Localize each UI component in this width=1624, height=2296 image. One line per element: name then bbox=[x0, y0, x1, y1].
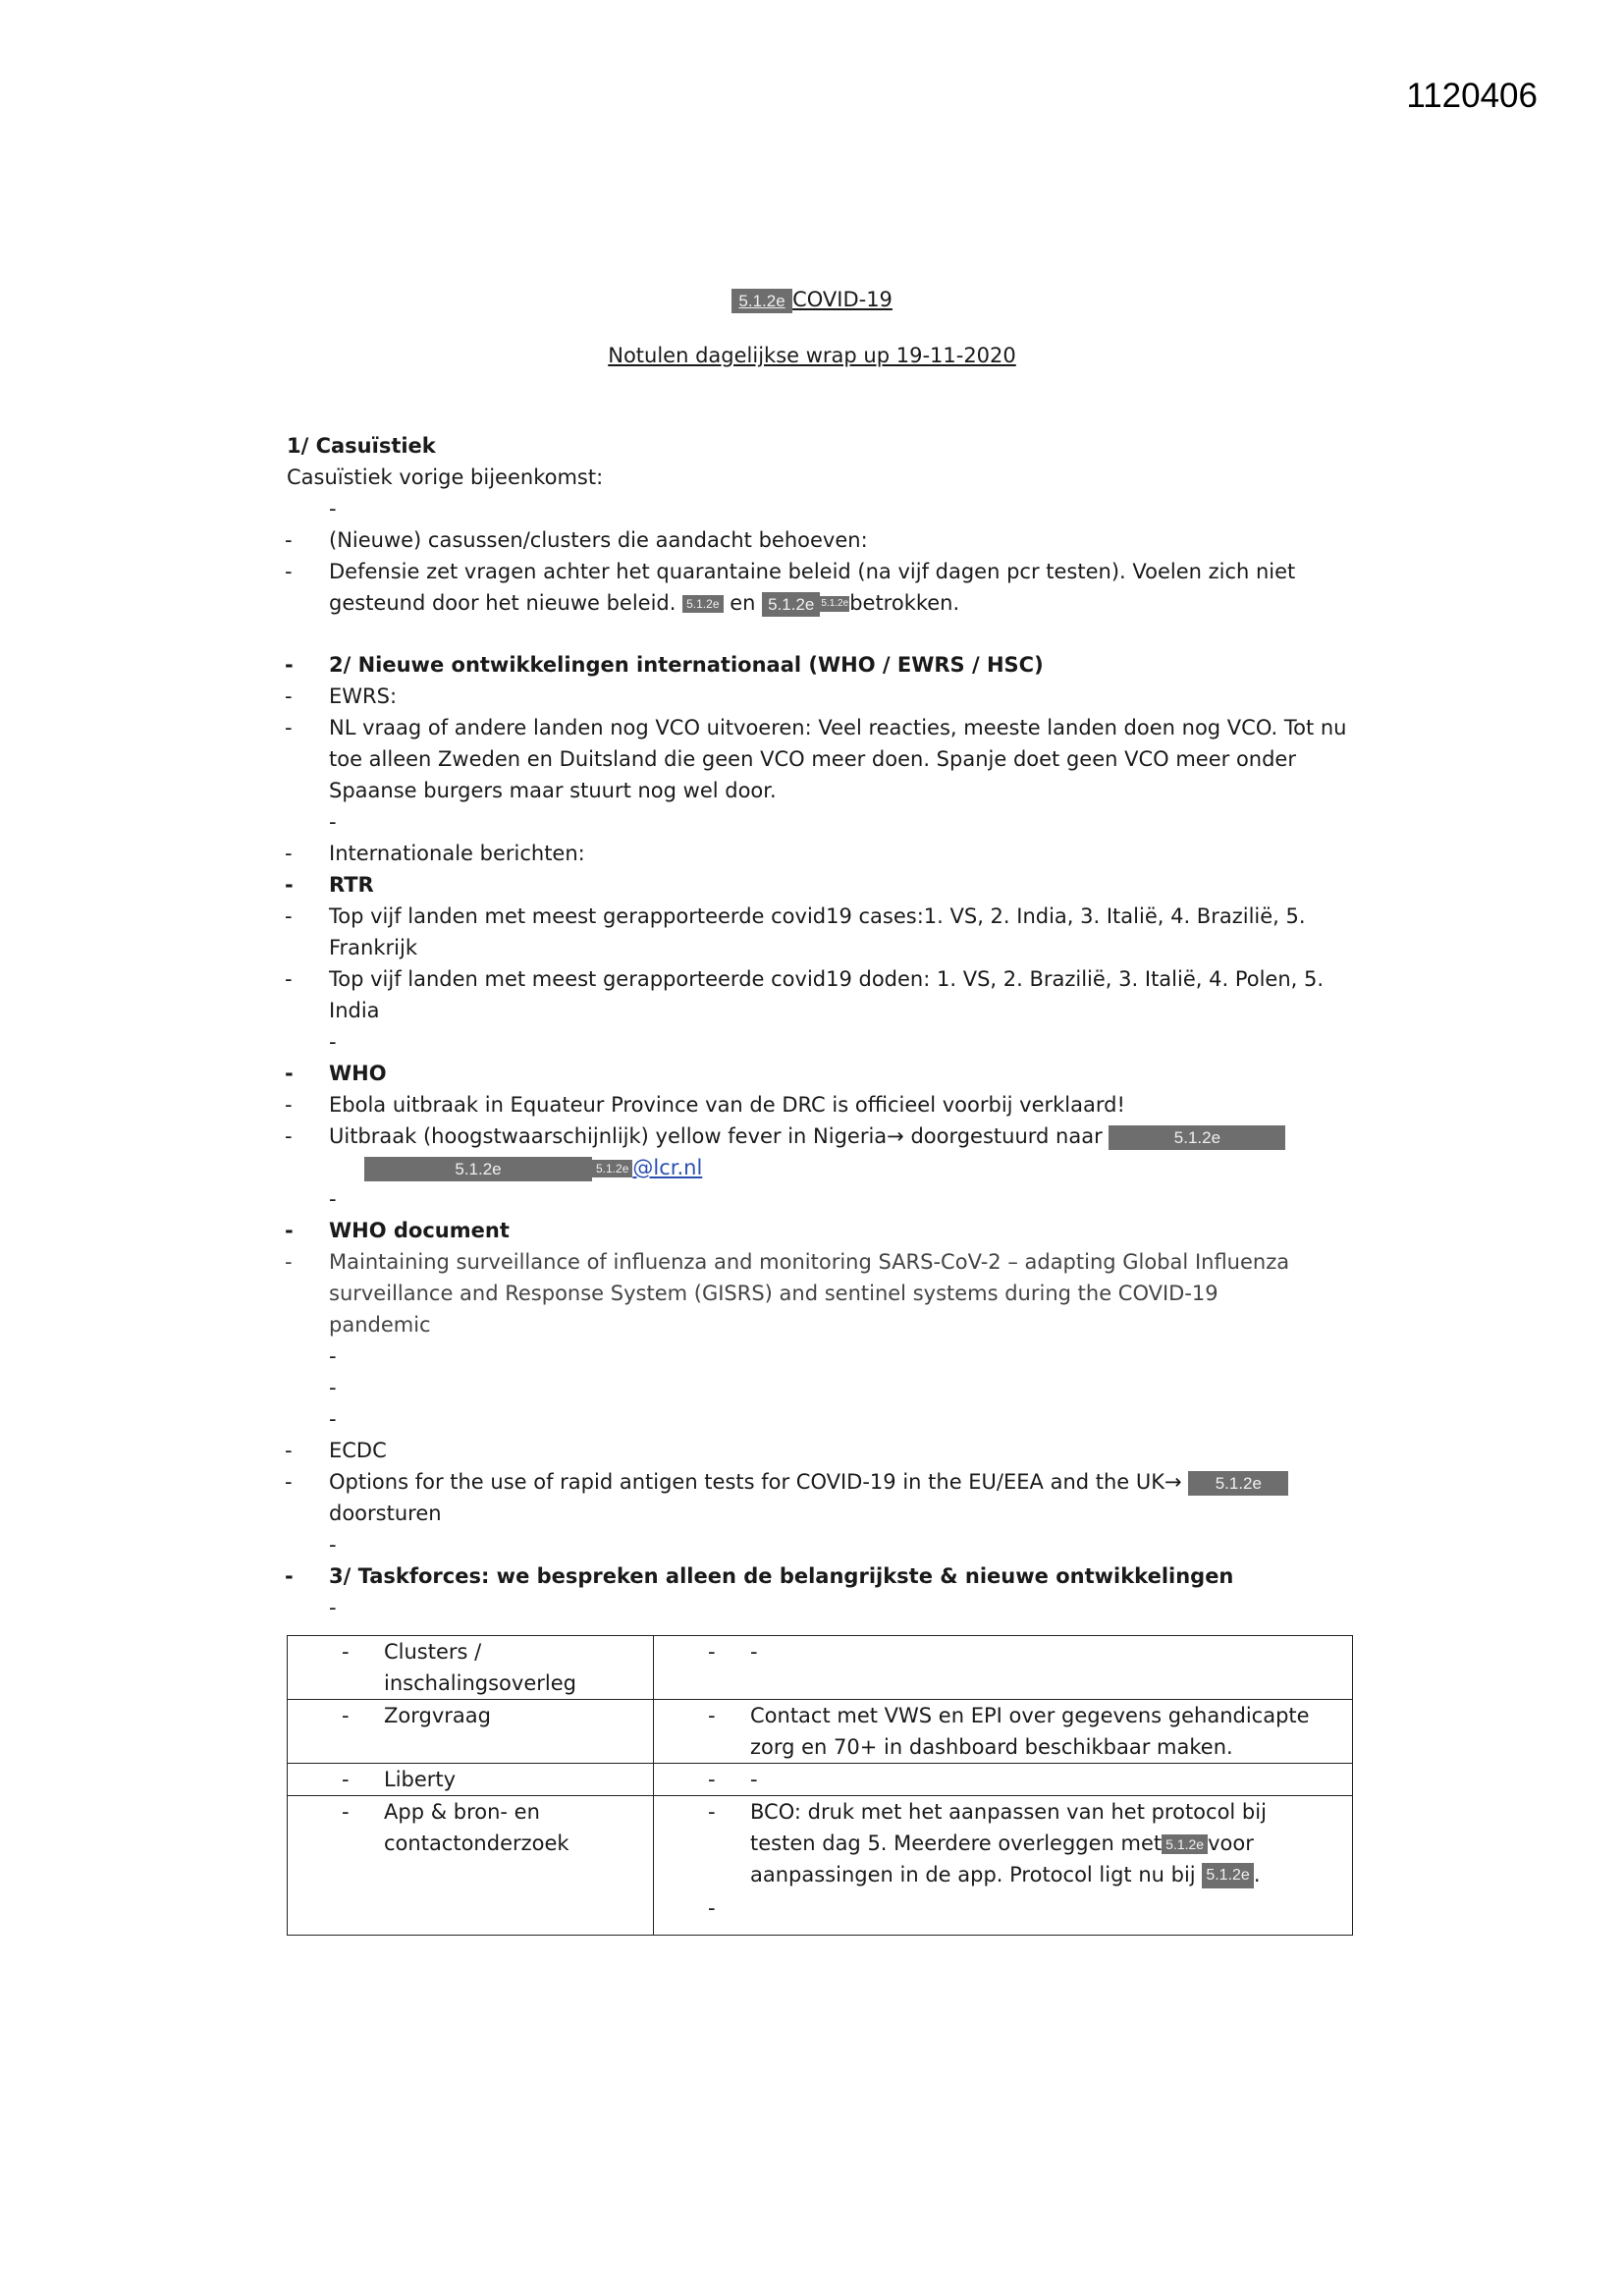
list-item-ecdc-label bbox=[285, 1435, 898, 1466]
table-cell bbox=[654, 1700, 1353, 1764]
bullet-dash: - bbox=[329, 1030, 337, 1054]
table-cell bbox=[288, 1700, 654, 1764]
redaction-box: 5.1.2e bbox=[1188, 1471, 1288, 1496]
bullet-dash: - bbox=[329, 497, 337, 520]
table-cell bbox=[288, 1764, 654, 1796]
redaction-box: 5.1.2e bbox=[1162, 1834, 1208, 1854]
table-row bbox=[288, 1636, 1353, 1700]
bullet-dash: - bbox=[329, 1187, 337, 1211]
list-item-clusters bbox=[285, 524, 898, 556]
bullet-dash: - bbox=[708, 1800, 716, 1824]
document-number: 1120406 bbox=[1406, 77, 1538, 115]
list-item-intl bbox=[285, 838, 898, 869]
redaction-box: 5.1.2e bbox=[1202, 1863, 1253, 1888]
bullet-dash: - bbox=[329, 1407, 337, 1431]
list-item-who-doc-text bbox=[285, 1246, 1311, 1340]
bullet-dash: - bbox=[285, 560, 293, 583]
list-item-ewrs-text bbox=[285, 712, 1350, 806]
list-item-text: WHO document bbox=[329, 1219, 510, 1242]
redaction-box: 5.1.2e bbox=[592, 1160, 632, 1177]
list-item-text: EWRS: bbox=[329, 684, 398, 708]
bullet-dash: - bbox=[342, 1704, 350, 1727]
list-item-text: Maintaining surveillance of influenza and monitoring SARS-CoV-2 – adapting Global Influenza surveillance and Response System (GISRS) and sentinel systems during the COVID-19 pandemic bbox=[329, 1250, 1290, 1337]
list-item-rtr-deaths bbox=[285, 963, 1350, 1026]
bullet-dash: - bbox=[750, 1768, 758, 1791]
redaction-box: 5.1.2e bbox=[364, 1157, 592, 1181]
bullet-dash: - bbox=[285, 1062, 294, 1085]
list-item-text: Ebola uitbraak in Equateur Province van de DRC is officieel voorbij verklaard! bbox=[329, 1093, 1125, 1117]
bullet-dash: - bbox=[342, 1800, 350, 1824]
list-item-text: WHO bbox=[329, 1062, 387, 1085]
list-item-text: Internationale berichten: bbox=[329, 842, 585, 865]
list-item-text: RTR bbox=[329, 873, 374, 897]
taskforce-text: . bbox=[1253, 1863, 1261, 1886]
section1-heading: 1/ Casuïstiek bbox=[287, 434, 436, 458]
list-item-text: NL vraag of andere landen nog VCO uitvoeren: Veel reacties, meeste landen doen nog VCO. Tot nu toe alleen Zweden en Duitsland die geen VCO meer doen. Spanje doet geen VCO meer onder Spaanse burgers maar stuurt nog wel door. bbox=[329, 716, 1347, 802]
table-cell bbox=[654, 1636, 1353, 1700]
bullet-dash: - bbox=[329, 810, 337, 834]
bullet-dash: - bbox=[285, 528, 293, 552]
email-line bbox=[364, 1154, 702, 1181]
document-title bbox=[0, 288, 1624, 313]
taskforce-name: Clusters / inschalingsoverleg bbox=[384, 1640, 576, 1695]
list-item-who-label bbox=[285, 1058, 898, 1089]
bullet-dash: - bbox=[285, 684, 293, 708]
taskforce-name: Zorgvraag bbox=[384, 1704, 491, 1727]
list-item-who-ebola bbox=[285, 1089, 1350, 1121]
bullet-dash: - bbox=[285, 1124, 293, 1148]
table-cell bbox=[288, 1796, 654, 1936]
bullet-dash: - bbox=[285, 967, 293, 991]
bullet-dash: - bbox=[285, 1564, 294, 1588]
list-item-text: Top vijf landen met meest gerapporteerde covid19 cases:1. VS, 2. India, 3. Italië, 4. Brazilië, 5. Frankrijk bbox=[329, 904, 1306, 959]
table-row bbox=[288, 1796, 1353, 1936]
list-item-who-doc-label bbox=[285, 1215, 898, 1246]
bullet-dash: - bbox=[342, 1640, 350, 1664]
bullet-dash: - bbox=[285, 1219, 294, 1242]
table-row bbox=[288, 1700, 1353, 1764]
list-item-who-yellow-fever bbox=[285, 1121, 1370, 1152]
bullet-dash: - bbox=[329, 1533, 337, 1557]
document-subtitle bbox=[0, 344, 1624, 367]
taskforce-text: Contact met VWS en EPI over gegevens gehandicapte zorg en 70+ in dashboard beschikbaar maken. bbox=[750, 1704, 1310, 1759]
list-item-rtr-cases bbox=[285, 901, 1350, 963]
taskforce-text: voor aanpassingen in de app. Protocol ligt nu bij bbox=[750, 1831, 1254, 1886]
list-item-text: Uitbraak (hoogstwaarschijnlijk) yellow fever in Nigeria→ doorgestuurd naar bbox=[329, 1124, 1103, 1148]
list-item-text: doorsturen bbox=[329, 1502, 442, 1525]
redaction-box: 5.1.2e bbox=[762, 592, 820, 617]
redaction-box: 5.1.2e bbox=[682, 595, 723, 613]
bullet-dash: - bbox=[285, 1250, 293, 1274]
email-link[interactable]: @lcr.nl bbox=[632, 1156, 703, 1179]
list-item-ecdc-text bbox=[285, 1466, 1370, 1529]
bullet-dash: - bbox=[285, 1439, 293, 1462]
list-item-text: ECDC bbox=[329, 1439, 387, 1462]
subtitle-text: Notulen dagelijkse wrap up 19-11-2020 bbox=[608, 344, 1016, 367]
redaction-box: 5.1.2e bbox=[731, 289, 792, 313]
list-item-text: (Nieuwe) casussen/clusters die aandacht behoeven: bbox=[329, 528, 868, 552]
section2-heading bbox=[285, 649, 1370, 681]
bullet-dash: - bbox=[708, 1896, 716, 1920]
list-item-rtr-label bbox=[285, 869, 898, 901]
taskforce-name: App & bron- en contactonderzoek bbox=[384, 1800, 569, 1855]
list-item-text: Defensie zet vragen achter het quarantaine beleid (na vijf dagen pcr testen). Voelen zich niet gesteund door het nieuwe beleid. bbox=[329, 560, 1296, 615]
list-item-defensie bbox=[285, 556, 1370, 619]
title-text: COVID-19 bbox=[792, 288, 893, 311]
redaction-box: 5.1.2e bbox=[1109, 1125, 1285, 1150]
bullet-dash: - bbox=[285, 842, 293, 865]
list-item-text: betrokken. bbox=[849, 591, 960, 615]
taskforce-text: BCO: druk met het aanpassen van het protocol bij testen dag 5. Meerdere overleggen met bbox=[750, 1800, 1267, 1855]
heading-text: 2/ Nieuwe ontwikkelingen internationaal (WHO / EWRS / HSC) bbox=[329, 653, 1044, 677]
list-item-text: en bbox=[730, 591, 756, 615]
bullet-dash: - bbox=[285, 1093, 293, 1117]
list-item-text: Options for the use of rapid antigen tests for COVID-19 in the EU/EEA and the UK→ bbox=[329, 1470, 1182, 1494]
bullet-dash: - bbox=[708, 1768, 716, 1791]
bullet-dash: - bbox=[329, 1596, 337, 1619]
section3-heading bbox=[285, 1560, 1370, 1592]
bullet-dash: - bbox=[342, 1768, 350, 1791]
bullet-dash: - bbox=[285, 716, 293, 739]
bullet-dash: - bbox=[285, 873, 294, 897]
bullet-dash: - bbox=[750, 1640, 758, 1664]
table-cell bbox=[654, 1796, 1353, 1936]
table-cell bbox=[654, 1764, 1353, 1796]
taskforces-table bbox=[287, 1635, 1353, 1936]
redaction-box: 5.1.2e bbox=[820, 596, 849, 612]
list-item-text: Top vijf landen met meest gerapporteerde covid19 doden: 1. VS, 2. Brazilië, 3. Italië, 4. Polen, 5. India bbox=[329, 967, 1325, 1022]
bullet-dash: - bbox=[708, 1704, 716, 1727]
section1-intro: Casuïstiek vorige bijeenkomst: bbox=[287, 465, 604, 489]
bullet-dash: - bbox=[329, 1376, 337, 1399]
heading-text: 3/ Taskforces: we bespreken alleen de belangrijkste & nieuwe ontwikkelingen bbox=[329, 1564, 1234, 1588]
table-cell bbox=[288, 1636, 654, 1700]
bullet-dash: - bbox=[285, 1470, 293, 1494]
list-item-ewrs-label bbox=[285, 681, 898, 712]
table-row bbox=[288, 1764, 1353, 1796]
bullet-dash: - bbox=[329, 1344, 337, 1368]
bullet-dash: - bbox=[285, 904, 293, 928]
bullet-dash: - bbox=[285, 653, 294, 677]
bullet-dash: - bbox=[708, 1640, 716, 1664]
taskforce-name: Liberty bbox=[384, 1768, 457, 1791]
